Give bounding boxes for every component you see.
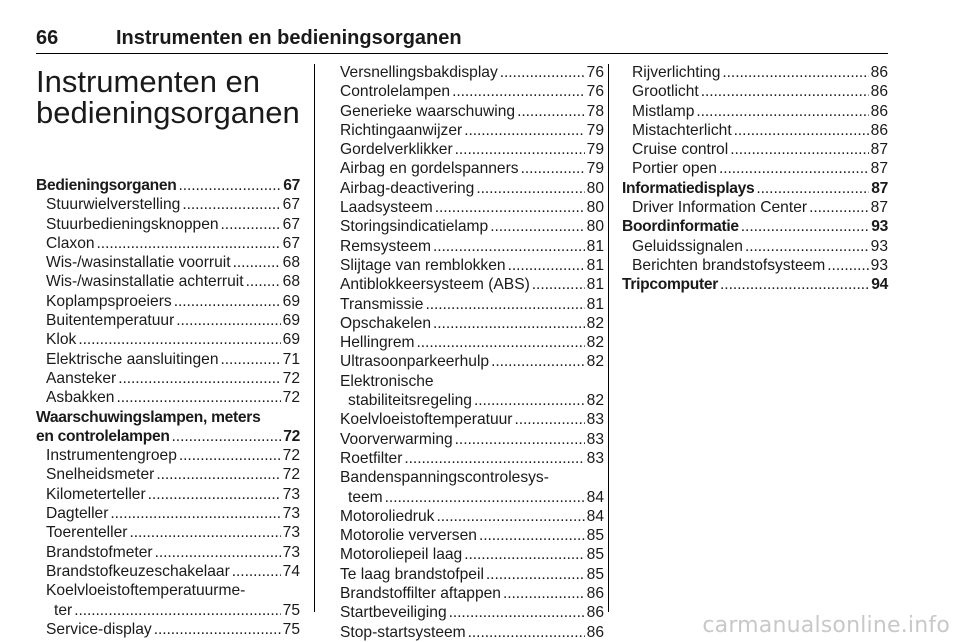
toc-item[interactable]: Ultrasoonparkeerhulp . . . 82 bbox=[340, 352, 604, 371]
toc-item[interactable]: Generieke waarschuwing . . . 78 bbox=[340, 102, 604, 121]
toc-item[interactable]: Instrumentengroep . . . 72 bbox=[36, 446, 300, 465]
toc-item[interactable]: Klok . . . 69 bbox=[36, 330, 300, 349]
toc-item[interactable]: Antiblokkeersysteem (ABS) . . . 81 bbox=[340, 275, 604, 294]
toc-item[interactable]: Brandstofkeuzeschakelaar . . . 74 bbox=[36, 562, 300, 581]
toc-item[interactable]: Airbag en gordelspanners . . . 79 bbox=[340, 159, 604, 178]
toc-item[interactable]: Grootlicht . . . 86 bbox=[622, 82, 888, 101]
toc-item[interactable]: Remsysteem . . . 81 bbox=[340, 237, 604, 256]
toc-section-boordinformatie[interactable]: Boordinformatie . . . 93 bbox=[622, 217, 888, 236]
toc-item[interactable]: Mistlamp . . . 86 bbox=[622, 102, 888, 121]
toc-item[interactable]: Elektrische aansluitingen . . . 71 bbox=[36, 350, 300, 369]
toc-item[interactable]: Slijtage van remblokken . . . 81 bbox=[340, 256, 604, 275]
toc-item[interactable]: Service-display . . . 75 bbox=[36, 620, 300, 639]
page-number: 66 bbox=[36, 27, 59, 49]
toc-item-wrapped[interactable]: Bandenspanningscontrolesys- bbox=[340, 469, 549, 487]
toc-item[interactable]: Geluidssignalen . . . 93 bbox=[622, 237, 888, 256]
toc-item[interactable]: Versnellingsbakdisplay . . . 76 bbox=[340, 63, 604, 82]
toc-section-bedieningsorganen[interactable]: Bedieningsorganen . . . 67 bbox=[36, 176, 300, 195]
toc-item[interactable]: Driver Information Center . . . 87 bbox=[622, 198, 888, 217]
chapter-title: Instrumenten en bedieningsorganen bbox=[36, 64, 300, 130]
toc-item[interactable]: Rijverlichting . . . 86 bbox=[622, 63, 888, 82]
toc-item[interactable]: Stuurbedieningsknoppen . . . 67 bbox=[36, 215, 300, 234]
page-header bbox=[36, 24, 888, 52]
toc-column-1 bbox=[36, 63, 300, 639]
header-rule bbox=[36, 53, 888, 54]
toc-item[interactable]: Motoroliepeil laag . . . 85 bbox=[340, 545, 604, 564]
toc-item[interactable]: Motorolie verversen . . . 85 bbox=[340, 526, 604, 545]
toc-item[interactable]: Mistachterlicht . . . 86 bbox=[622, 121, 888, 140]
running-title: Instrumenten en bedieningsorganen bbox=[116, 27, 462, 49]
toc-item[interactable]: Asbakken . . . 72 bbox=[36, 388, 300, 407]
toc-item-wrapped-cont[interactable]: ter . . . 75 bbox=[36, 601, 300, 620]
toc-item[interactable]: Buitentemperatuur . . . 69 bbox=[36, 311, 300, 330]
column-divider-2 bbox=[608, 64, 609, 612]
toc-column-2 bbox=[340, 63, 604, 642]
toc-item[interactable]: Snelheidsmeter . . . 72 bbox=[36, 465, 300, 484]
toc-item[interactable]: Roetfilter . . . 83 bbox=[340, 449, 604, 468]
toc-item[interactable]: Stop-startsysteem . . . 86 bbox=[340, 623, 604, 642]
toc-section-waarschuwingslampen-cont[interactable]: en controlelampen . . . 72 bbox=[36, 427, 300, 446]
toc-item-wrapped-cont[interactable]: stabiliteitsregeling . . . 82 bbox=[340, 391, 604, 410]
toc-item[interactable]: Stuurwielverstelling . . . 67 bbox=[36, 195, 300, 214]
toc-item[interactable]: Wis-/wasinstallatie voorruit . . . 68 bbox=[36, 253, 300, 272]
toc-item-wrapped[interactable]: Koelvloeistoftemperatuurme- bbox=[46, 582, 246, 600]
toc-item[interactable]: Berichten brandstofsysteem . . . 93 bbox=[622, 256, 888, 275]
toc-item[interactable]: Dagteller . . . 73 bbox=[36, 504, 300, 523]
toc-item[interactable]: Controlelampen . . . 76 bbox=[340, 82, 604, 101]
toc-item[interactable]: Opschakelen . . . 82 bbox=[340, 314, 604, 333]
toc-item[interactable]: Portier open . . . 87 bbox=[622, 159, 888, 178]
toc-item[interactable]: Storingsindicatielamp . . . 80 bbox=[340, 217, 604, 236]
toc-item[interactable]: Claxon . . . 67 bbox=[36, 234, 300, 253]
toc-item[interactable]: Kilometerteller . . . 73 bbox=[36, 485, 300, 504]
toc-column-3 bbox=[622, 63, 888, 295]
toc-item[interactable]: Hellingrem . . . 82 bbox=[340, 333, 604, 352]
toc-item[interactable]: Voorverwarming . . . 83 bbox=[340, 430, 604, 449]
toc-item[interactable]: Startbeveiliging . . . 86 bbox=[340, 603, 604, 622]
toc-item[interactable]: Brandstoffilter aftappen . . . 86 bbox=[340, 584, 604, 603]
toc-item[interactable]: Transmissie . . . 81 bbox=[340, 295, 604, 314]
toc-item[interactable]: Koplampsproeiers . . . 69 bbox=[36, 292, 300, 311]
toc-item[interactable]: Koelvloeistoftemperatuur . . . 83 bbox=[340, 410, 604, 429]
toc-section-tripcomputer[interactable]: Tripcomputer . . . 94 bbox=[622, 275, 888, 294]
toc-item[interactable]: Toerenteller . . . 73 bbox=[36, 523, 300, 542]
column-divider-1 bbox=[314, 64, 315, 612]
toc-item-wrapped-cont[interactable]: teem . . . 84 bbox=[340, 488, 604, 507]
watermark: carmanualsonline.info bbox=[702, 613, 950, 638]
toc-item[interactable]: Motoroliedruk . . . 84 bbox=[340, 507, 604, 526]
toc-item-wrapped[interactable]: Elektronische bbox=[340, 372, 434, 390]
toc-item[interactable]: Laadsysteem . . . 80 bbox=[340, 198, 604, 217]
toc-item[interactable]: Airbag-deactivering . . . 80 bbox=[340, 179, 604, 198]
toc-item[interactable]: Wis-/wasinstallatie achterruit . . . 68 bbox=[36, 272, 300, 291]
toc-section-informatiedisplays[interactable]: Informatiedisplays . . . 87 bbox=[622, 179, 888, 198]
toc-item[interactable]: Brandstofmeter . . . 73 bbox=[36, 543, 300, 562]
toc-item[interactable]: Gordelverklikker . . . 79 bbox=[340, 140, 604, 159]
toc-item[interactable]: Richtingaanwijzer . . . 79 bbox=[340, 121, 604, 140]
toc-item[interactable]: Aansteker . . . 72 bbox=[36, 369, 300, 388]
toc-item[interactable]: Cruise control . . . 87 bbox=[622, 140, 888, 159]
toc-section-waarschuwingslampen[interactable]: Waarschuwingslampen, meters bbox=[36, 408, 261, 426]
toc-item[interactable]: Te laag brandstofpeil . . . 85 bbox=[340, 565, 604, 584]
